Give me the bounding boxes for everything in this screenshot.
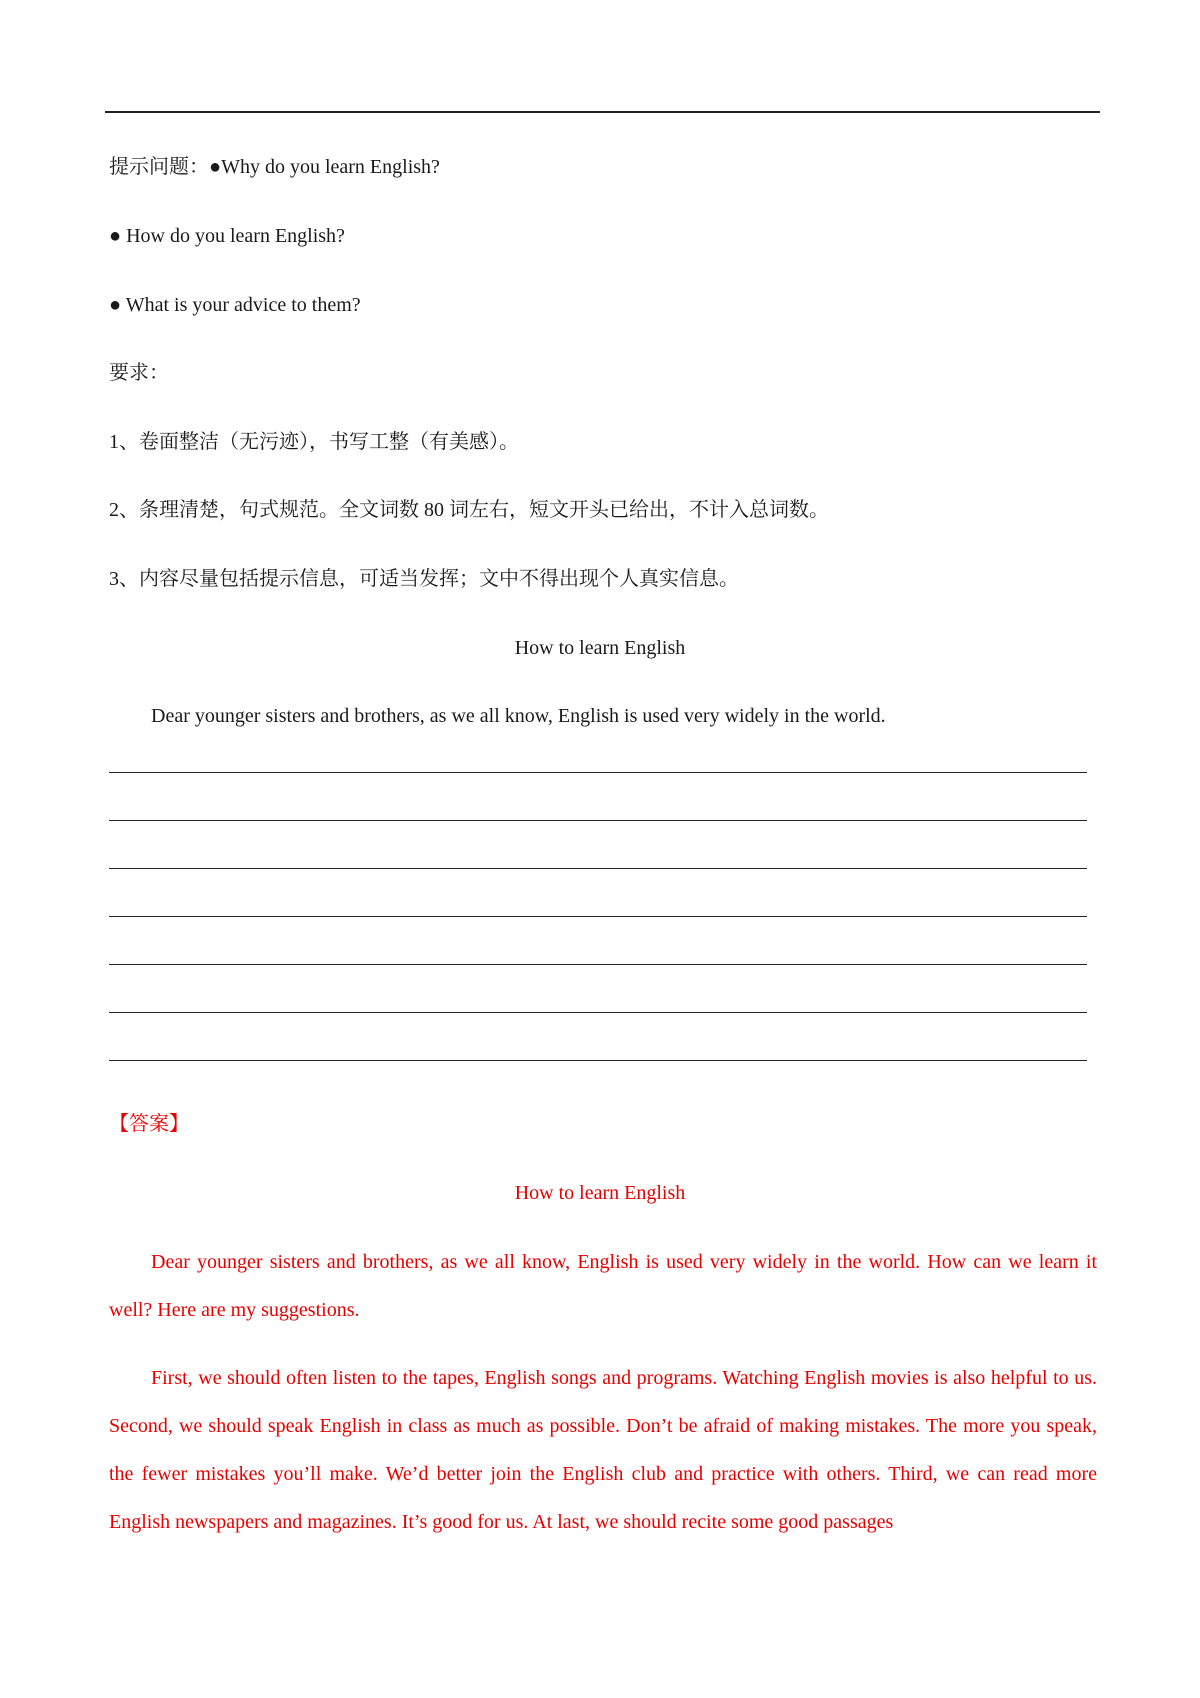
blank-writing-line [109,964,1087,965]
blank-writing-line [109,1060,1087,1061]
blank-writing-line [109,868,1087,869]
answer-title: How to learn English [514,1182,686,1204]
essay-title: How to learn English [514,637,686,659]
requirement-item-2: 2、条理清楚，句式规范。全文词数 80 词左右，短文开头已给出，不计入总词数。 [109,499,829,521]
essay-opening: Dear younger sisters and brothers, as we all know, English is used very widely in the world. [151,705,886,727]
header-rule [105,111,1100,113]
blank-writing-line [109,820,1087,821]
requirements-heading: 要求： [109,362,169,384]
answer-paragraph-2 [109,1354,1097,1546]
answer-paragraph-2-text: First, we should often listen to the tapes, English songs and programs. Watching English movies is also helpful to us. Second, we should speak English in class as much as possible. Don’t be afraid of making mistakes. The more you speak, the fewer mistakes you’ll make. We’d better join the English club and practice with others. Third, we can read more English newspapers and magazines. It’s good for us. At last, we should recite some good passages [109,1367,1097,1533]
requirement-item-1: 1、卷面整洁（无污迹），书写工整（有美感）。 [109,431,519,453]
answer-paragraph-1-text: Dear younger sisters and brothers, as we all know, English is used very widely in the world. How can we learn it well? Here are my suggestions. [109,1251,1097,1321]
blank-writing-line [109,916,1087,917]
blank-writing-line [109,772,1087,773]
blank-writing-line [109,1012,1087,1013]
prompt-question-1: 提示问题：●Why do you learn English? [109,156,440,178]
answer-paragraph-1 [109,1238,1097,1334]
requirement-item-3: 3、内容尽量包括提示信息，可适当发挥；文中不得出现个人真实信息。 [109,568,739,590]
prompt-question-3: ● What is your advice to them? [109,294,361,316]
prompt-question-2: ● How do you learn English? [109,225,345,247]
answer-label: 【答案】 [109,1113,189,1135]
